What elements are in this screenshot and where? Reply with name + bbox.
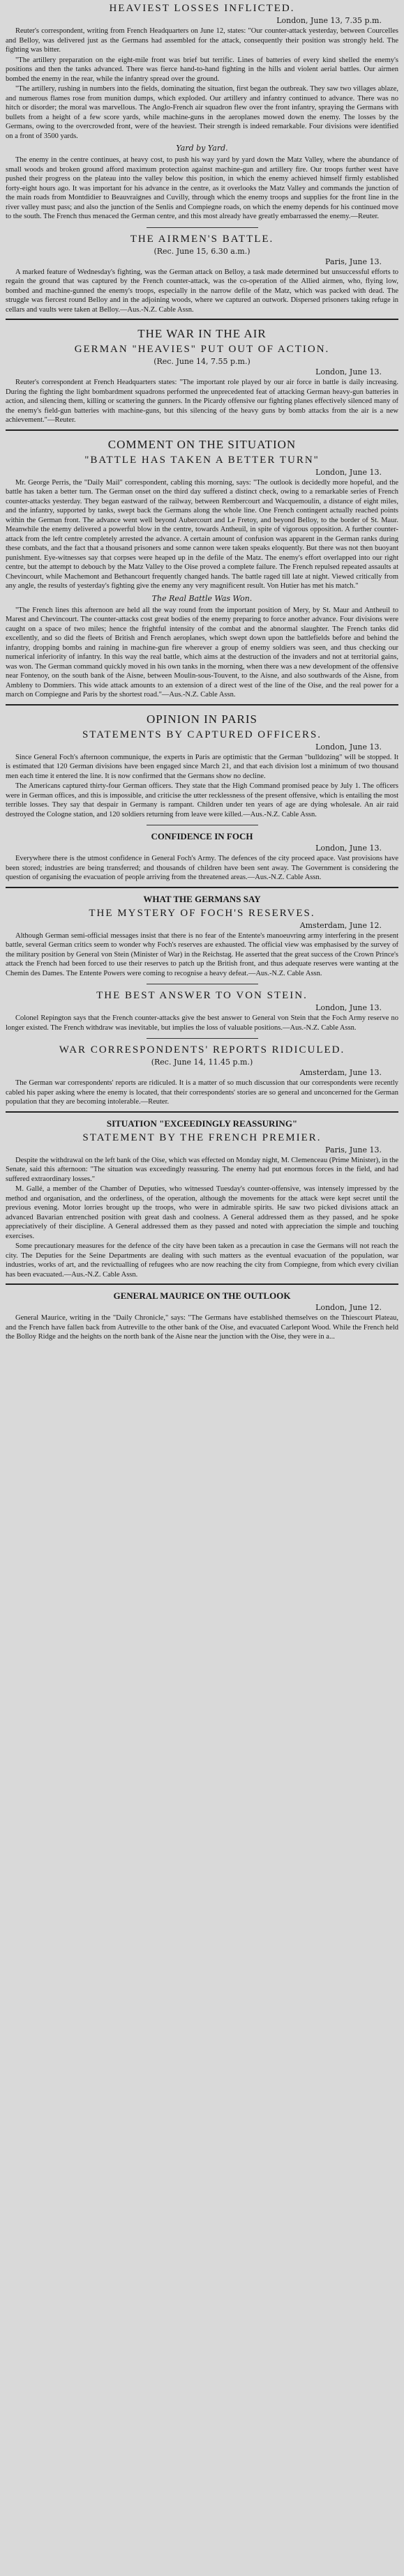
paragraph: The German war correspondents' reports are ridiculed. It is a matter of so much discussion that our correspondents were recently cabled his paper asking where the enemy is located, that their correspondents' stories are so general and unconcerned for the German population that they are becoming intolerable.—Reuter. [6, 1079, 398, 1106]
divider [6, 887, 398, 888]
paragraph: M. Gallé, a member of the Chamber of Deputies, who witnessed Tuesday's counter-offensive, was intensely impressed by the method and organisation, and the orderliness, of the operation, although the movements for the attack were kept secret until the previous evening. Motor lorries brought up the troops, who were in admirable spirits. He saw two picked divisions attack an advanced Bavarian entrenched position with great dash and coolness. A General addressed them as they passed, and he spoke appreciatively of their discipline. A General addressed them as they passed and noted with appreciation the simple and touching exercises. [6, 1185, 398, 1240]
headline: THE BEST ANSWER TO VON STEIN. [96, 990, 308, 1001]
dateline: London, June 13, 7.35 p.m. [276, 16, 382, 25]
article-war-in-air [6, 327, 398, 425]
article-general-maurice [6, 1290, 398, 1342]
paragraph: A marked feature of Wednesday's fighting, was the German attack on Belloy, a task made determined but unsuccessful efforts to regain the ground that was captured by the French counter-attack, was the co-operation of the Allied airmen, who, flying low, bombed and machine-gunned the enemy's troops, especially in the narrow defile of the Matz, which was packed with dead. The struggle was fiercest round Belloy and in the adjoining woods, where we captured an outwork. Dispersed prisoners taking refuge in cellars and vaults were taken at Belloy.—Aus.-N.Z. Cable Assn. [6, 268, 398, 314]
dateline: Amsterdam, June 13. [299, 1068, 382, 1077]
received-note: (Rec. June 14, 7.55 p.m.) [154, 357, 250, 366]
headline: OPINION IN PARIS [147, 712, 257, 726]
paragraph: The enemy in the centre continues, at heavy cost, to push his way yard by yard down the Matz Valley, where the abundance of small woods and broken ground afford maximum protection against machine-gun and artillery fire. Our troops further west have pushed their progress on the plateau into the valley below this position, in which the enemy achieved himself firmly established forty-eight hours ago. It was important for his advance in the centre, as it overlooks the Matz Valley and commands the junction of the main roads from Montdidier to Beauvraignes and Cuvilly, through which the enemy troops and supplies for the front line in the river valley must pass; and also the junction of the Senlis and Compiegne roads, on which the enemy depends for his continued move to the south. The French thus menaced the German centre, and this most already have greatly embarrassed the enemy.—Reuter. [6, 156, 398, 220]
paragraph: Mr. George Perris, the "Daily Mail" correspondent, cabling this morning, says: "The outlook is decidedly more hopeful, and the battle has taken a better turn. The German onset on the third day suffered a distinct check, owing to a remarkable series of French counter-attacks yesterday. They began eastward of the railway, between Rembercourt and Wacquemoulin, a distance of eight miles, and the infantry, supported by tanks, swept back the Germans along the whole line. One French contingent actually reached points within the German front. The advance went well beyond Aubercourt and Le Fretoy, and beyond Belloy, to the border of St. Maur. Meanwhile the enemy delivered a powerful blow in the centre, towards Antheuil, in spite of vigorous opposition. A further counter-attack from the left centre completely arrested the advance. A certain amount of confusion was apparent in the German ranks during these combats, and the fact that a thousand prisoners and some cannon were taken speaks eloquently. But there was not then buoyant punishment. Eye-witnesses say that corpses were heaped up in the defile of the Matz. The enemy's effort overlapped into our right centre, but the attempt to debouch by the Matz Valley to the Oise proved a complete failure. The French repulsed repeated assaults at Chevincourt, while Machemont and Bethancourt frequently changed hands. The battle raged till late at night. Viewed critically from any angle, the results of yesterday's fighting give the enemy any very magnificent result. Von Hutier has met his match." [6, 478, 398, 590]
article-answer-von-stein [6, 990, 398, 1032]
article-airmens-battle [6, 234, 398, 315]
dateline: Amsterdam, June 12. [299, 920, 382, 930]
headline: WAR CORRESPONDENTS' REPORTS RIDICULED. [59, 1044, 345, 1055]
article-germans-say [6, 894, 398, 979]
subheadline: GERMAN "HEAVIES" PUT OUT OF ACTION. [74, 344, 330, 355]
paragraph: The Americans captured thirty-four German officers. They state that the High Command promised peace by July 1. The officers were in German offices, and this is impossible, and criticise the utter recklessness of the present offensive, which is entailing the most terrible losses. They say that despair in Germany is rampant. Children under ten years of age are dying wholesale. An air raid destroyed the Cologne station, and 120 soldiers returning from leave were killed.—Aus.-N.Z. Cable Assn. [6, 782, 398, 818]
headline: THE AIRMEN'S BATTLE. [130, 233, 274, 245]
subhead: Yard by Yard. [176, 144, 228, 153]
subheadline: STATEMENTS BY CAPTURED OFFICERS. [82, 729, 322, 740]
subhead: The Real Battle Was Won. [151, 593, 253, 603]
divider [6, 429, 398, 431]
article-situation-reassuring [6, 1118, 398, 1280]
subheadline: THE MYSTERY OF FOCH'S RESERVES. [89, 907, 315, 919]
article-comment-situation [6, 438, 398, 700]
divider [6, 319, 398, 320]
dateline: London, June 13. [315, 467, 382, 477]
dateline: Paris, June 13. [325, 1145, 382, 1154]
article-opinion-paris [6, 712, 398, 820]
received-note: (Rec. June 14, 11.45 p.m.) [151, 1058, 253, 1067]
divider [147, 227, 258, 228]
dateline: London, June 13. [315, 742, 382, 752]
headline: CONFIDENCE IN FOCH [151, 831, 253, 841]
article-correspondents-ridiculed [6, 1044, 398, 1107]
paragraph: Some precautionary measures for the defence of the city have been taken as a precaution in case the Germans will not reach the city. The Deputies for the Seine Departments are dealing with such matters as the eventual evacuation of the population, war industries, works of art, and the revictualling of refugees who are now reaching the city from Compiegne, from which every civilian has been evacuated.—Aus.-N.Z. Cable Assn. [6, 1242, 398, 1279]
article-confidence-foch [6, 831, 398, 883]
paragraph: Despite the withdrawal on the left bank of the Oise, which was effected on Monday night, M. Clemenceau (Prime Minister), in the Senate, said this afternoon: "The situation was exceedingly reassuring. The enemy had put enormous forces in the field, and had suffered extraordinary losses." [6, 1156, 398, 1183]
divider [6, 1283, 398, 1285]
paragraph: Colonel Repington says that the French counter-attacks give the best answer to General von Stein that the Foch Army reserve no longer existed. The French withdraw was inevitable, but implies the loss of valuable positions.—Aus.-N.Z. Cable Assn. [6, 1014, 398, 1032]
divider [6, 704, 398, 706]
headline: HEAVIEST LOSSES INFLICTED. [109, 3, 295, 14]
subheadline: STATEMENT BY THE FRENCH PREMIER. [82, 1131, 322, 1143]
dateline: London, June 13. [315, 1003, 382, 1012]
dateline: London, June 13. [315, 844, 382, 853]
paragraph: Since General Foch's afternoon communique, the experts in Paris are optimistic that the German "bulldozing" will be stopped. It is estimated that 120 German divisions have been engaged since March 21, and that each division lost a minimum of two thousand men each time it entered the line. It is now confirmed that the Germans show no decline. [6, 753, 398, 780]
headline: SITUATION "EXCEEDINGLY REASSURING" [106, 1118, 298, 1129]
article-heaviest-losses [6, 3, 398, 222]
headline: THE WAR IN THE AIR [137, 327, 267, 340]
headline: GENERAL MAURICE ON THE OUTLOOK [113, 1290, 291, 1301]
paragraph: "The artillery, rushing in numbers into the fields, dominating the situation, first began the outbreak. They saw two villages ablaze, and numerous flames rose from munition dumps, which exploded. Our artillery and infantry continued to advance. There was no hitch or disorder; the moral was marvellous. The Anglo-French air squadron flew over the front infantry, spraying the Germans with bullets from a height of a few score yards, while machine-guns in the aeroplanes mowed down the enemy. The losses by the Germans, owing to the overcrowded front, were of the heaviest. Their strength is indeed remarkable. Four divisions were identified on a front of 3500 yards. [6, 85, 398, 140]
newspaper-page [0, 3, 404, 1342]
divider [147, 1038, 258, 1039]
paragraph: General Maurice, writing in the "Daily Chronicle," says: "The Germans have established themselves on the Thiescourt Plateau, and the French have fallen back from Autreville to the other bank of the Oise, and evacuated Carlepont Wood. While the French held the Bolloy Ridge and the heights on the north bank of the Aisne near the junction with the Oise, they were in a... [6, 1314, 398, 1341]
paragraph: Reuter's correspondent, writing from French Headquarters on June 12, states: "Our counter-attack yesterday, between Courcelles and Belloy, was delivered just as the Germans had assembled for the attack, consequently their position was strongly held. The fighting was bitter. [6, 27, 398, 54]
headline: WHAT THE GERMANS SAY [143, 893, 261, 904]
paragraph: Reuter's correspondent at French Headquarters states: "The important role played by our air force in battle is daily increasing. During the fighting the light bombardment squadrons performed the unprecedented feat of attacking German heavy-gun batteries in action, and silencing them, killing or scattering the gunners. In the Picardy offensive our fighting planes effectively silenced many of the enemy's field-gun batteries with machine-guns, but this silencing of the heavy guns by bomb attacks from the air is a new achievement."—Reuter. [6, 379, 398, 424]
divider [6, 1111, 398, 1113]
paragraph: "The artillery preparation on the eight-mile front was brief but terrific. Lines of batteries of every kind shelled the enemy's positions and then the tanks advanced. There was fierce hand-to-hand fighting in the hills and violent aerial battles. Our airmen bombed the enemy in the rear, while the infantry spread over the ground. [6, 56, 398, 83]
received-note: (Rec. June 15, 6.30 a.m.) [154, 246, 250, 256]
subheadline: "BATTLE HAS TAKEN A BETTER TURN" [84, 454, 320, 466]
dateline: Paris, June 13. [325, 257, 382, 266]
paragraph: "The French lines this afternoon are held all the way round from the important position of Mery, by St. Maur and Antheuil to Marest and Chevincourt. The counter-attacks cost great bodies of the enemy preparing to force another advance. Four divisions were caught on a space of two miles; hence the frightful intensity of the combat and the abnormal slaughter. The French tanks did excellently, and so did the fleets of British and French aeroplanes, which swept down upon the battlefields before and behind the infantry, dropping bombs and raining in machine-gun fire wherever a group of enemy soldiers was seen, and thus checking our numerical inferiority of infantry. In this way the real battle, which aims at the destruction of the invaders and not at territorial gains, was won. The German command quickly moved in his own tanks in the morning, when there was a new development of the offensive near Fontenoy, on the south bank of the Aisne, between Moulin-sous-Touvent, to the Aisne, and also southwards of the Aisne, from Ambleny to Dommiers. This wide attack amounts to an extension of a direct west of the line of the Oise, and the real power for a march on Compiegne and Paris by the shortest road."—Aus.-N.Z. Cable Assn. [6, 606, 398, 699]
headline: COMMENT ON THE SITUATION [107, 437, 297, 451]
paragraph: Everywhere there is the utmost confidence in General Foch's Army. The defences of the city proceed apace. Vast provisions have been stored; industries are being transferred; and thousands of children have been sent away. The Government is considering the question of organising the evacuation of people arriving from the threatened areas.—Aus.-N.Z. Cable Assn. [6, 855, 398, 881]
dateline: London, June 13. [315, 367, 382, 376]
paragraph: Although German semi-official messages insist that there is no fear of the Entente's manoeuvring army interfering in the present battle, several German critics seem to wonder why Foch's reserves are exhausted. The official view was emphasised by the survey of the military position by General von Stein (Minister of War) in the Reichstag. He asserted that the great success of the Crown Prince's attack the French had been forced to use their reserves to patch up the British front, and thus adequate reserves were wanting at the Chemin des Dames. The Entente Powers were coming to recognise a heavy defeat.—Aus.-N.Z. Cable Assn. [6, 931, 398, 977]
dateline: London, June 12. [315, 1303, 382, 1312]
